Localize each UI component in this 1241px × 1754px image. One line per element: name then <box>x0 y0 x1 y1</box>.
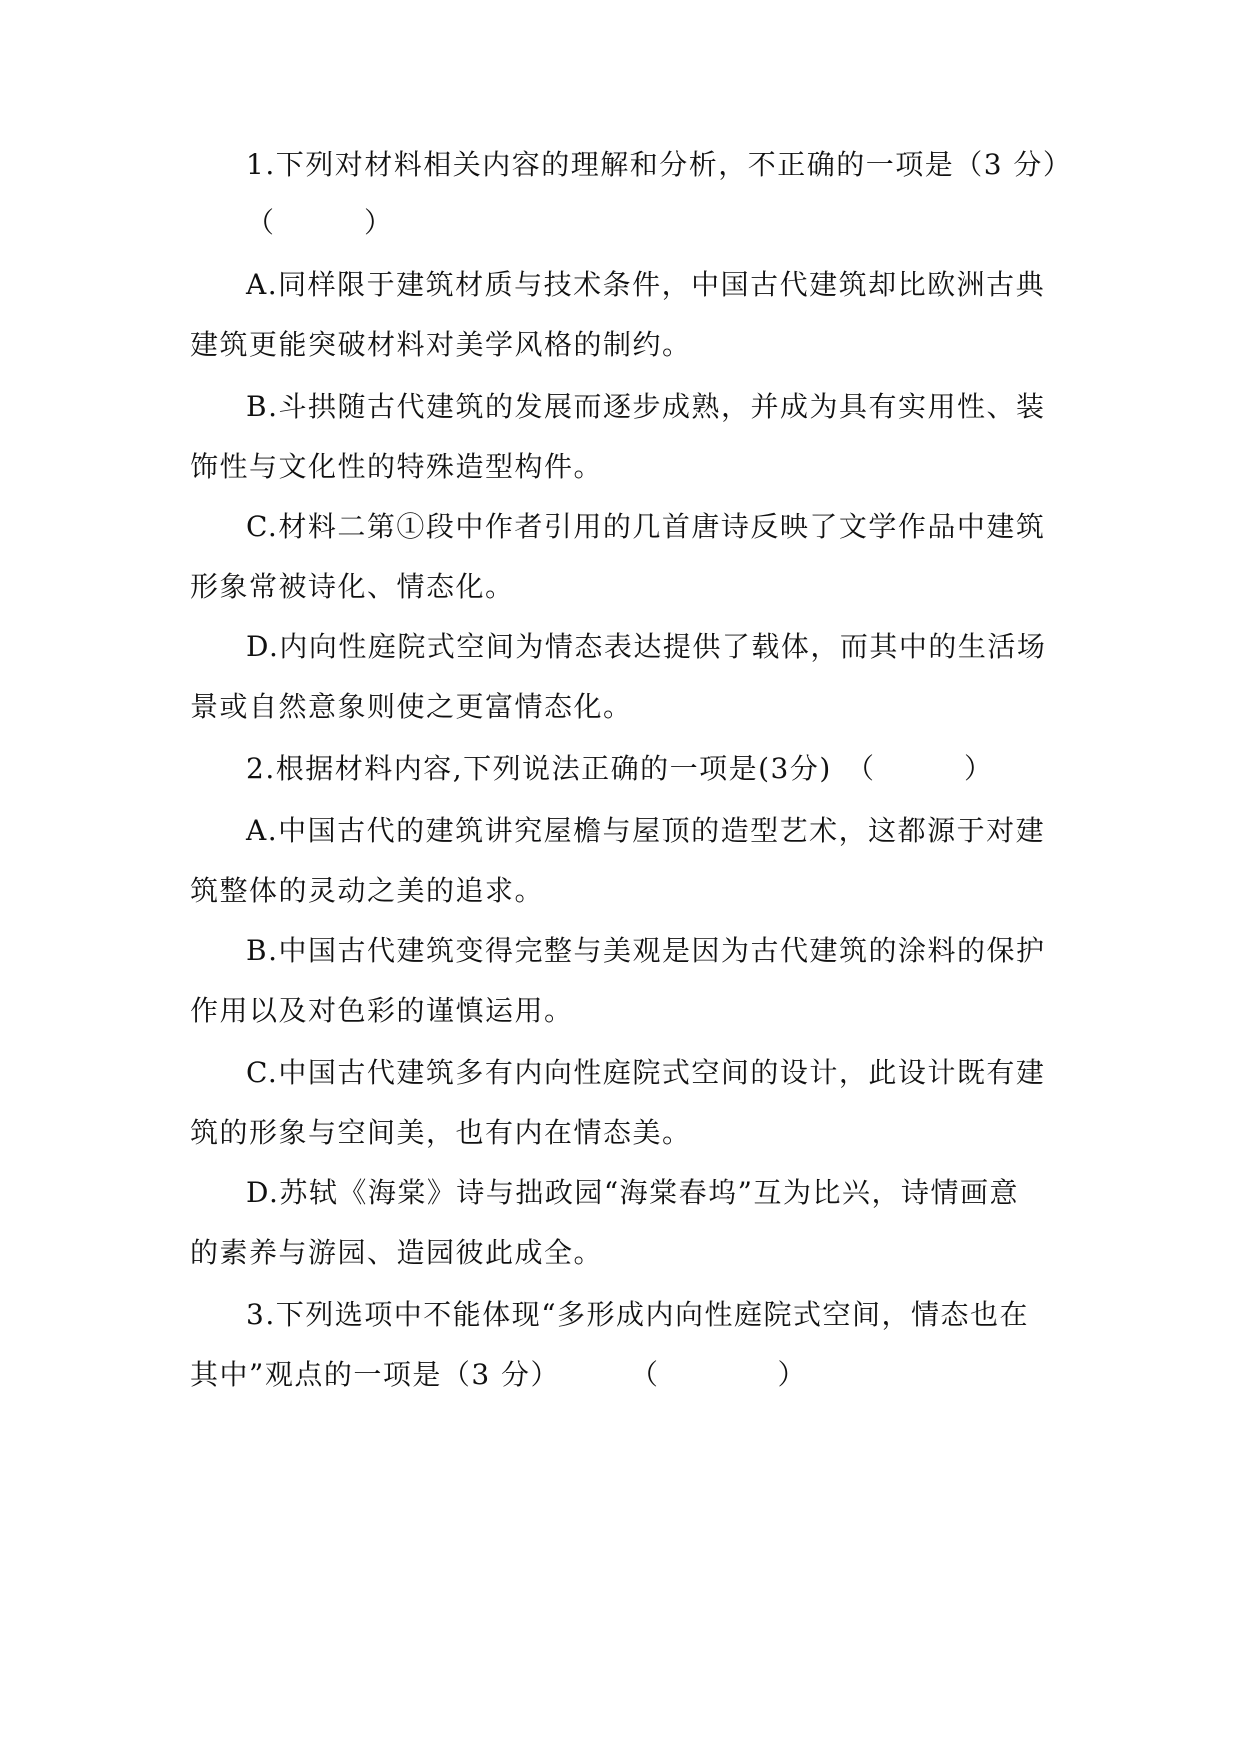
question-3-stem-text: 其中”观点的一项是（3 分） <box>190 1358 561 1391</box>
question-2-option-d-line1: D.苏轼《海棠》诗与拙政园“海棠春坞”互为比兴，诗情画意 <box>246 1176 1019 1209</box>
question-2-answer-blank: （ ） <box>846 752 994 785</box>
question-1-stem: 1.下列对材料相关内容的理解和分析，不正确的一项是（3 分） <box>246 148 1073 181</box>
question-1-option-c-line1: C.材料二第①段中作者引用的几首唐诗反映了文学作品中建筑 <box>246 510 1046 543</box>
question-1-option-a-line1: A.同样限于建筑材质与技术条件，中国古代建筑却比欧洲古典 <box>246 268 1046 301</box>
question-1-option-c-line2: 形象常被诗化、情态化。 <box>190 570 515 603</box>
question-2-option-a-line1: A.中国古代的建筑讲究屋檐与屋顶的造型艺术，这都源于对建 <box>246 814 1046 847</box>
question-2-option-c-line2: 筑的形象与空间美，也有内在情态美。 <box>190 1116 692 1149</box>
question-1-option-b-line1: B.斗拱随古代建筑的发展而逐步成熟，并成为具有实用性、装 <box>246 390 1046 423</box>
question-3-stem-line2 <box>190 1355 1060 1395</box>
question-2-option-b-line2: 作用以及对色彩的谨慎运用。 <box>190 994 574 1027</box>
question-1-answer-blank: （ ） <box>246 206 394 239</box>
question-3-stem-line1: 3.下列选项中不能体现“多形成内向性庭院式空间，情态也在 <box>246 1298 1030 1331</box>
question-2-option-a-line2: 筑整体的灵动之美的追求。 <box>190 874 545 907</box>
question-1-option-b-line2: 饰性与文化性的特殊造型构件。 <box>190 450 604 483</box>
question-2-stem-text: 2.根据材料内容,下列说法正确的一项是(3分) <box>246 752 832 785</box>
question-2-option-c-line1: C.中国古代建筑多有内向性庭院式空间的设计，此设计既有建 <box>246 1056 1046 1089</box>
question-2-stem <box>246 749 1060 789</box>
question-2-option-b-line1: B.中国古代建筑变得完整与美观是因为古代建筑的涂料的保护 <box>246 934 1046 967</box>
question-3-answer-blank: （ ） <box>630 1358 808 1391</box>
question-1-option-d-line2: 景或自然意象则使之更富情态化。 <box>190 690 633 723</box>
question-2-option-d-line2: 的素养与游园、造园彼此成全。 <box>190 1236 604 1269</box>
question-1-option-d-line1: D.内向性庭院式空间为情态表达提供了载体，而其中的生活场 <box>246 630 1047 663</box>
question-1-option-a-line2: 建筑更能突破材料对美学风格的制约。 <box>190 328 692 361</box>
